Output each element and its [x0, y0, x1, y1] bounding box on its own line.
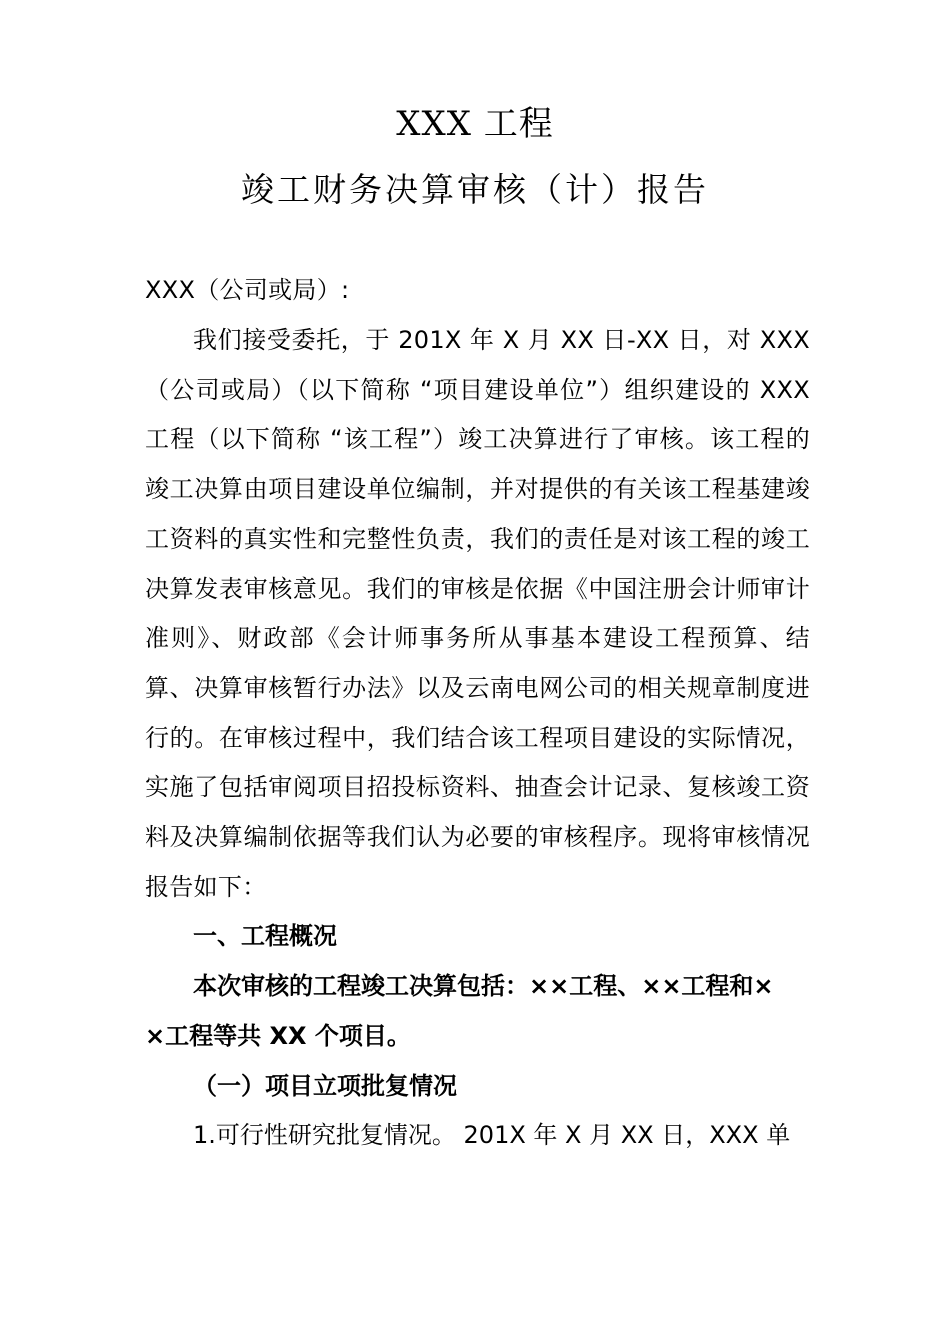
- salutation: XXX（公司或局）:: [145, 276, 350, 304]
- scope-line: 本次审核的工程竣工决算包括：××工程、××工程和×: [193, 972, 774, 1000]
- document-title: XXX 工程: [396, 104, 554, 144]
- intro-paragraph: 我们接受委托，于 201X 年 X 月 XX 日-XX 日，对 XXX（公司或局）（以下简称 “项目建设单位”）组织建设的 XXX 工程（以下简称 “该工程”）竣工决算进行了审核。该工程的竣工决算由项目建设单位编制，并对提供的有关该工程基建竣工资料的真实性和完整性负责，我们的责任是对该工程的竣工决算发表审核意见。我们的审核是依据《中国注册会计师审计准则》、财政部《会计师事务所从事基本建设工程预算、结算、决算审核暂行办法》以及云南电网公司的相关规章制度进行的。在审核过程中，我们结合该工程项目建设的实际情况，实施了包括审阅项目招投标资料、抽查会计记录、复核竣工资料及决算编制依据等我们认为必要的审核程序。现将审核情况报告如下：: [145, 326, 810, 901]
- section-heading: 一、工程概况: [193, 922, 337, 950]
- document-subtitle: 竣工财务决算审核（计）报告: [241, 170, 709, 209]
- item-paragraph: 1.可行性研究批复情况。 201X 年 X 月 XX 日，XXX 单: [193, 1121, 791, 1149]
- subsection-heading: （一）项目立项批复情况: [193, 1072, 457, 1100]
- scope-line-continued: ×工程等共 XX 个项目。: [145, 1022, 411, 1050]
